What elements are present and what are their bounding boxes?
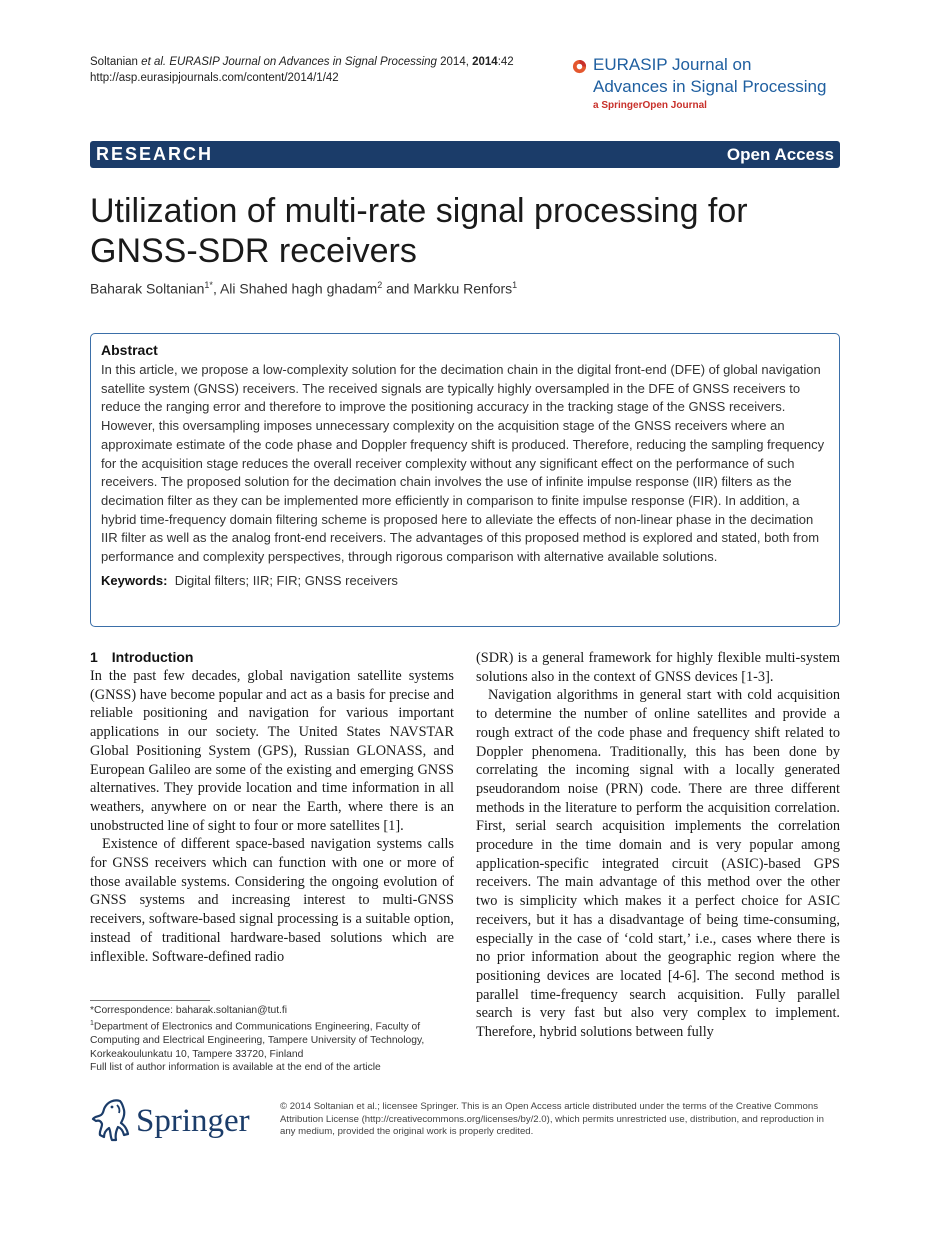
title-line-1: Utilization of multi-rate signal processing for	[90, 192, 748, 230]
springer-horse-icon	[90, 1097, 132, 1143]
citation-journal: EURASIP Journal on Advances in Signal Processing	[169, 56, 437, 68]
title-line-2: GNSS-SDR receivers	[90, 232, 417, 270]
copyright-notice: © 2014 Soltanian et al.; licensee Springer. This is an Open Access article distributed under the terms of the Creative Commons Attribution License (http://creativecommons.org/licenses/by/2.0), which permits unrestricted use, distribution, and reproduction in any medium, provided the original work is properly credited.	[280, 1101, 824, 1138]
abstract-heading: Abstract	[101, 342, 158, 358]
author-3-affiliation: 1	[512, 280, 518, 290]
author-info-note: Full list of author information is available at the end of the article	[90, 1062, 381, 1074]
author-separator-2[interactable]: and Markku Renfors	[382, 280, 513, 297]
citation-article: :42	[497, 56, 514, 68]
intro-paragraph-1: In the past few decades, global navigation satellite systems (GNSS) have become popular and act as a basis for precise and reliable positioning and navigation for various important applications in our society. The United States NAVSTAR Global Positioning System (GPS), Russian GLONASS, and European Galileo are some of the existing and emerging GNSS alternatives. They provide location and time information in all weathers, anywhere on or near the Earth, where there is an unobstructed line of sight to four or more satellites [1].	[90, 668, 454, 834]
intro-paragraph-4: Navigation algorithms in general start with cold acquisition to determine the number of online satellites and provide a rough extract of the code phase and frequency shift related to Doppler phenomena. Traditionally, this has been done by correlating the incoming signal with a locally generated pseudorandom noise (PRN) code. There are three different methods in the literature to perform the acquisition correlation. First, serial search acquisition implements the correlation procedure in the time domain and is very popular among application-specific integrated circuit (ASIC)-based GPS receivers. The main advantage of this method over the other two is simplicity which makes it a perfect choice for ASIC receivers, but it has a disadvantage of being time-consuming, especially in the case of ‘cold start,’ i.e., cases where there is no prior information about the geographic region where the positioning devices are located [4-6]. The second method is parallel time-frequency search acquisition. Fully parallel search is very fast but also very complex to implement. Therefore, hybrid solutions between fully	[476, 687, 840, 1041]
section-number: 1	[90, 649, 98, 665]
author-separator-1[interactable]: , Ali Shahed hagh ghadam	[212, 280, 378, 297]
body-column-left	[90, 667, 454, 966]
author-1[interactable]: Baharak Soltanian	[90, 280, 205, 297]
citation-author: Soltanian	[90, 56, 138, 68]
keywords-list: Digital filters; IIR; FIR; GNSS receivers	[174, 572, 398, 588]
section-heading-introduction	[90, 649, 193, 665]
keywords-label: Keywords:	[101, 572, 168, 588]
intro-paragraph-2: Existence of different space-based navigation systems calls for GNSS receivers which can function with one or more of those available systems. Considering the ongoing evolution of GNSS systems and increasing interest to multi-GNSS receivers, software-based signal processing is a suitable option, instead of traditional hardware-based solutions which are inflexible. Software-defined radio	[90, 836, 454, 965]
article-type-label: RESEARCH	[96, 144, 214, 164]
correspondence-note: *Correspondence: baharak.soltanian@tut.fi	[90, 1005, 288, 1016]
body-column-right	[476, 649, 840, 1042]
abstract-box	[90, 333, 840, 627]
author-list	[90, 280, 850, 297]
journal-name-line1: EURASIP Journal on	[593, 55, 752, 74]
citation-etal: et al.	[141, 56, 167, 68]
intro-paragraph-3: (SDR) is a general framework for highly flexible multi-system solutions also in the context of GNSS devices [1-3].	[476, 650, 840, 685]
abstract-text: In this article, we propose a low-complexity solution for the decimation chain in the digital front-end (DFE) of global navigation satellite system (GNSS) receivers. The received signals are typically highly oversampled in the DFE of GNSS receivers to reduce the ranging error and therefore to improve the positioning accuracy in the tracking stage of the GNSS receivers. However, this oversampling imposes unnecessary complexity on the acquisition stage of the GNSS receivers where an approximate estimate of the code phase and Doppler frequency shift is produced. Therefore, reducing the sampling frequency for the acquisition stage reduces the overall receiver complexity without any significant effect on the performance of such receivers. The proposed solution for the decimation chain involves the use of infinite impulse response (IIR) filters as the decimation filter as they can be implemented more efficiently in comparison to finite impulse response (FIR). In addition, a hybrid time-frequency domain filtering scheme is proposed here to alleviate the effects of non-linear phase in the decimation IIR filter as well as the analog front-end receivers. The advantages of this proposed method is explored and stated, both from performance and complexity perspectives, through rigorous comparison with alternative available solutions.	[101, 362, 825, 565]
research-banner	[90, 141, 840, 168]
affiliation-number: 1	[90, 1020, 94, 1028]
article-url[interactable]: http://asp.eurasipjournals.com/content/2014/1/42	[90, 72, 339, 84]
footnote-rule	[90, 1000, 210, 1001]
journal-subtitle: a SpringerOpen Journal	[593, 100, 707, 111]
springer-wordmark: Springer	[136, 1103, 250, 1139]
citation-year: 2014,	[440, 56, 469, 68]
footnotes	[90, 1004, 460, 1074]
journal-name-line2: Advances in Signal Processing	[593, 77, 827, 96]
keywords	[101, 573, 829, 588]
affiliation-note	[90, 1017, 460, 1061]
springer-logo	[90, 1097, 260, 1145]
springeropen-logo-icon	[572, 59, 587, 74]
citation-volume: 2014	[472, 56, 498, 68]
affiliation-text: Department of Electronics and Communications Engineering, Faculty of Computing and Electrical Engineering, Tampere University of Technology, Korkeakoulunkatu 10, Tampere 33720, Finland	[90, 1021, 425, 1060]
citation-header	[90, 54, 514, 86]
article-title	[90, 191, 850, 271]
open-access-label: Open Access	[726, 144, 834, 164]
section-title: Introduction	[111, 649, 194, 665]
author-1-affiliation: 1*	[204, 280, 213, 290]
author-2-affiliation: 2	[377, 280, 383, 290]
